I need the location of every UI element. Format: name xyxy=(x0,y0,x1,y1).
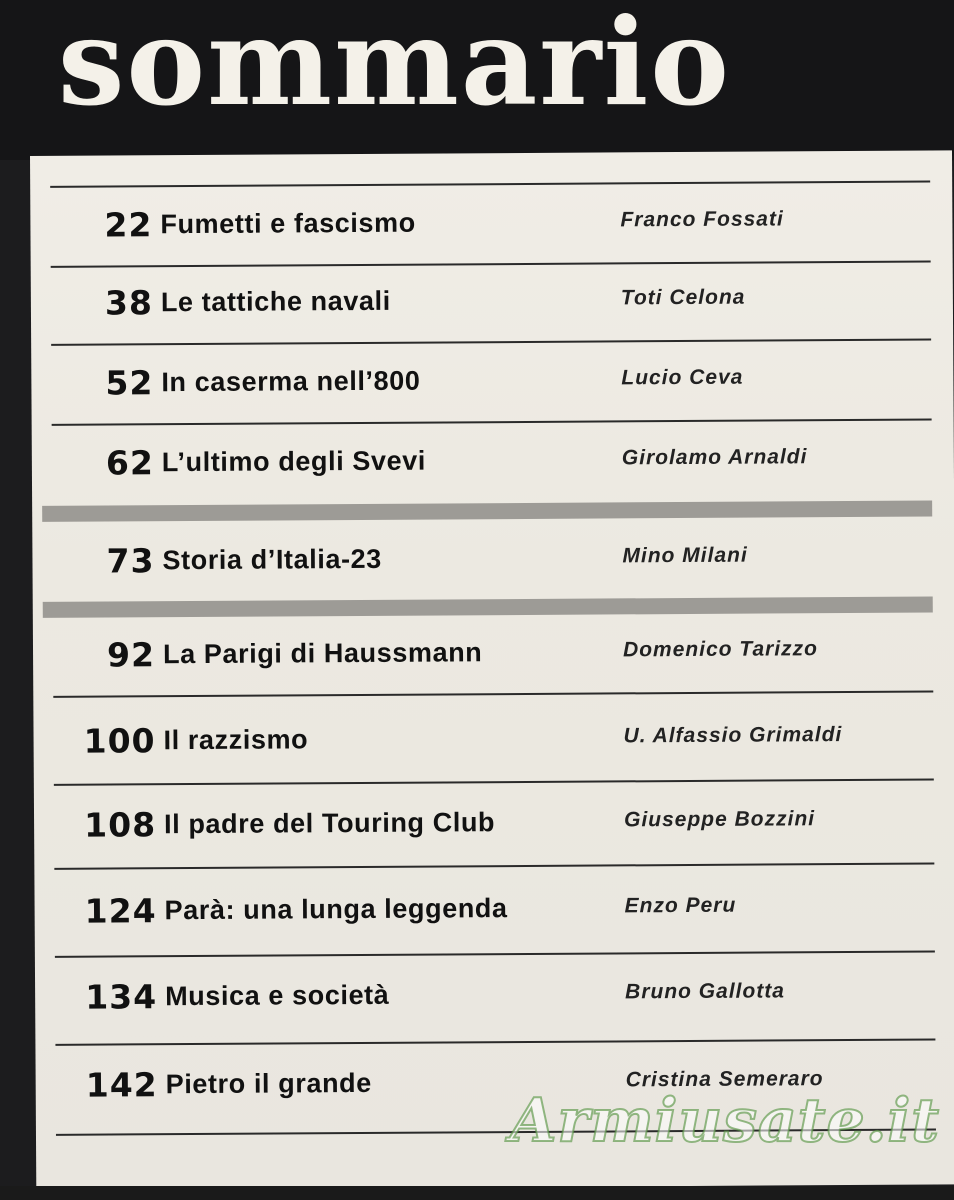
toc-entry[interactable] xyxy=(55,954,936,1045)
page-number: 38 xyxy=(104,283,154,323)
article-author: Bruno Gallotta xyxy=(625,979,786,1004)
article-author: Domenico Tarizzo xyxy=(622,637,819,662)
article-title: Fumetti e fascismo xyxy=(160,207,416,240)
article-title: Il padre del Touring Club xyxy=(163,807,496,840)
article-author: Mino Milani xyxy=(622,543,748,568)
article-title: Il razzismo xyxy=(163,724,309,756)
toc-entry[interactable] xyxy=(53,612,933,697)
page-number: 22 xyxy=(104,205,153,245)
page-number: 73 xyxy=(106,541,155,581)
masthead xyxy=(0,0,954,160)
toc-entry[interactable] xyxy=(53,698,933,785)
page-number: 108 xyxy=(84,805,157,845)
article-title: Le tattiche navali xyxy=(160,285,391,318)
article-author: Girolamo Arnaldi xyxy=(621,445,808,470)
article-author: Franco Fossati xyxy=(620,207,784,232)
toc-entry[interactable] xyxy=(51,261,931,346)
article-title: La Parigi di Haussmann xyxy=(162,637,483,670)
page-number: 124 xyxy=(84,891,157,931)
page-title: sommario xyxy=(58,0,732,133)
toc-entry[interactable] xyxy=(51,340,931,425)
article-title: Parà: una lunga leggenda xyxy=(164,893,508,926)
page-number: 142 xyxy=(85,1065,158,1105)
toc-entry[interactable] xyxy=(50,181,930,268)
article-title: Musica e società xyxy=(165,979,390,1012)
page-number: 100 xyxy=(83,721,156,761)
article-author: Enzo Peru xyxy=(624,893,737,918)
article-author: U. Alfassio Grimaldi xyxy=(623,723,843,748)
article-author: Cristina Semeraro xyxy=(625,1067,824,1092)
article-author: Toti Celona xyxy=(620,285,746,310)
toc-entry[interactable] xyxy=(54,782,934,869)
page-number: 92 xyxy=(106,635,156,675)
watermark-logo: Armiusate.it xyxy=(510,1086,941,1156)
page-number: 134 xyxy=(85,977,158,1017)
page-number: 52 xyxy=(105,363,154,403)
article-title: L’ultimo degli Svevi xyxy=(161,445,427,478)
toc-entry[interactable] xyxy=(54,868,934,957)
article-title: Pietro il grande xyxy=(165,1067,372,1100)
article-author: Giuseppe Bozzini xyxy=(623,807,816,832)
contents-sheet xyxy=(30,150,954,1190)
article-title: In caserma nell’800 xyxy=(161,365,421,398)
toc-entry[interactable] xyxy=(52,518,932,601)
toc-entry[interactable] xyxy=(52,420,932,503)
page-number: 62 xyxy=(105,443,154,483)
article-author: Lucio Ceva xyxy=(621,365,744,390)
article-title: Storia d’Italia-23 xyxy=(162,543,382,576)
bottom-edge xyxy=(0,1186,954,1200)
